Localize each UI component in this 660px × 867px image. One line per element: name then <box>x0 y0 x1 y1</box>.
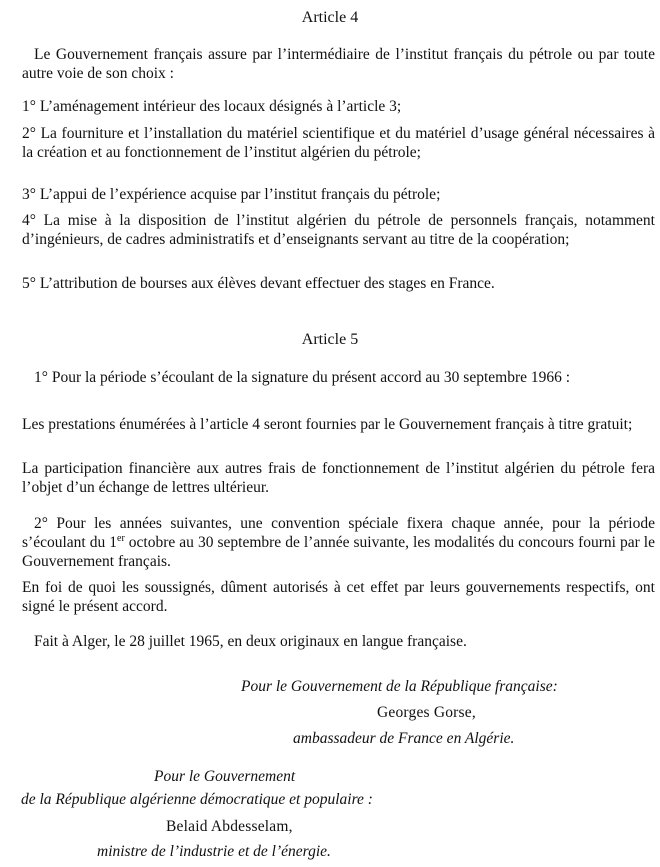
france-signatory-name: Georges Gorse, <box>377 704 476 721</box>
france-signature-heading: Pour le Gouvernement de la République française: <box>241 678 558 695</box>
article-5-paragraph-4-start: 2° Pour les années suivantes, une convention spéciale fixera chaque année, pour la période s’écoulant du 1 <box>22 515 655 551</box>
article-5-paragraph-4-end: octobre au 30 septembre de l’année suivante, les modalités du concours fourni par le Gouvernement français. <box>22 534 655 570</box>
article-5-paragraph-4 <box>22 514 655 571</box>
algeria-signature-heading-line-1: Pour le Gouvernement <box>154 768 296 785</box>
algeria-signatory-title: ministre de l’industrie et de l’énergie. <box>97 843 331 860</box>
article-5-paragraph-6: Fait à Alger, le 28 juillet 1965, en deux originaux en langue française. <box>34 633 467 650</box>
article-4-item-4: 4° La mise à la disposition de l’institut algérien du pétrole de personnels français, notamment d’ingénieurs, de cadres administratifs et d’enseignants servant au titre de la coopération; <box>22 212 655 248</box>
article-5-paragraph-2: Les prestations énumérées à l’article 4 seront fournies par le Gouvernement français à titre gratuit; <box>22 416 633 433</box>
article-4-intro: Le Gouvernement français assure par l’intermédiaire de l’institut français du pétrole ou par toute autre voie de son choix : <box>22 46 655 82</box>
article-5-paragraph-1: 1° Pour la période s’écoulant de la signature du présent accord au 30 septembre 1966 : <box>34 369 571 386</box>
algeria-signatory-name: Belaid Abdesselam, <box>166 818 293 835</box>
article-5-paragraph-3: La participation financière aux autres frais de fonctionnement de l’institut algérien du pétrole fera l’objet d’un échange de lettres ultérieur. <box>22 460 655 496</box>
article-4-item-1: 1° L’aménagement intérieur des locaux désignés à l’article 3; <box>22 98 402 115</box>
article-4-item-3: 3° L’appui de l’expérience acquise par l’institut français du pétrole; <box>22 186 441 203</box>
article-4-item-2: 2° La fourniture et l’installation du matériel scientifique et du matériel d’usage général nécessaires à la création et au fonctionnement de l’institut algérien du pétrole; <box>22 125 655 161</box>
ordinal-superscript: er <box>117 532 125 544</box>
algeria-signature-heading-line-2: de la République algérienne démocratique et populaire : <box>21 791 373 808</box>
article-4-title: Article 4 <box>301 9 359 26</box>
article-4-item-5: 5° L’attribution de bourses aux élèves devant effectuer des stages en France. <box>22 275 495 292</box>
france-signatory-title: ambassadeur de France en Algérie. <box>293 730 515 747</box>
article-5-title: Article 5 <box>301 331 359 348</box>
article-5-paragraph-5: En foi de quoi les soussignés, dûment autorisés à cet effet par leurs gouvernements respectifs, ont signé le présent accord. <box>22 579 655 615</box>
